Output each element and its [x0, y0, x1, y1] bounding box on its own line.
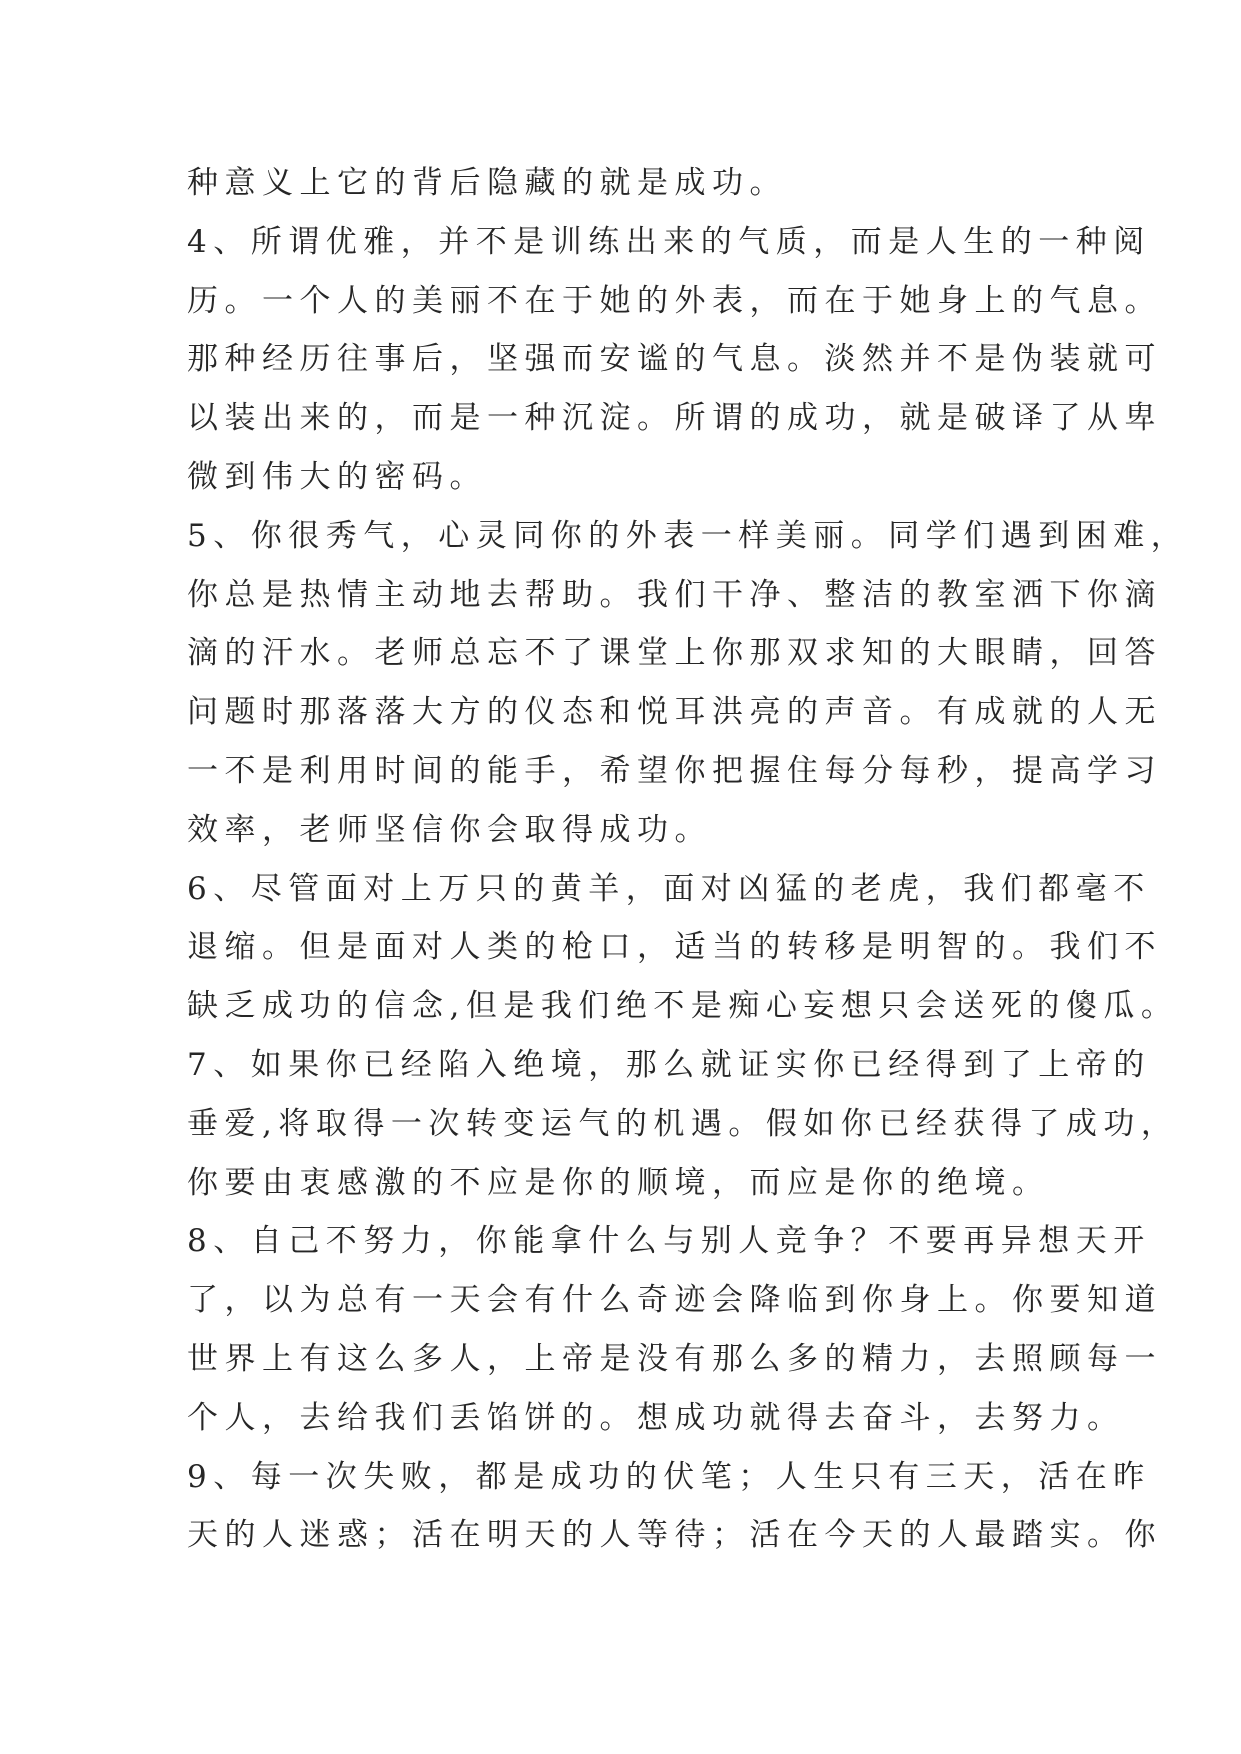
- text-line: 9、每一次失败，都是成功的伏笔；人生只有三天，活在昨: [187, 1458, 1151, 1495]
- text-line: 以装出来的，而是一种沉淀。所谓的成功，就是破译了从卑: [187, 400, 1162, 437]
- text-line: 5、你很秀气，心灵同你的外表一样美丽。同学们遇到困难，: [187, 517, 1189, 554]
- text-line: 微到伟大的密码。: [187, 458, 487, 495]
- text-line: 你总是热情主动地去帮助。我们干净、整洁的教室洒下你滴: [187, 576, 1162, 613]
- text-line: 天的人迷惑；活在明天的人等待；活在今天的人最踏实。你: [187, 1517, 1162, 1554]
- text-line: 退缩。但是面对人类的枪口，适当的转移是明智的。我们不: [187, 929, 1162, 966]
- text-line: 个人，去给我们丢馅饼的。想成功就得去奋斗，去努力。: [187, 1399, 1125, 1436]
- text-line: 效率，老师坚信你会取得成功。: [187, 811, 712, 848]
- body-text: [187, 154, 1189, 1565]
- text-line: 一不是利用时间的能手，希望你把握住每分每秒，提高学习: [187, 752, 1162, 789]
- text-line: 世界上有这么多人，上帝是没有那么多的精力，去照顾每一: [187, 1340, 1162, 1377]
- text-line: 种意义上它的背后隐藏的就是成功。: [187, 165, 787, 201]
- text-line: 垂爱,将取得一次转变运气的机遇。假如你已经获得了成功，: [187, 1105, 1179, 1142]
- text-line: 8、自己不努力，你能拿什么与别人竞争？不要再异想天开: [187, 1223, 1151, 1260]
- text-line: 4、所谓优雅，并不是训练出来的气质，而是人生的一种阅: [187, 223, 1151, 260]
- text-line: 6、尽管面对上万只的黄羊，面对凶猛的老虎，我们都毫不: [187, 870, 1151, 907]
- text-line: 了，以为总有一天会有什么奇迹会降临到你身上。你要知道: [187, 1282, 1162, 1319]
- text-line: 你要由衷感激的不应是你的顺境，而应是你的绝境。: [187, 1164, 1050, 1201]
- text-line: 滴的汗水。老师总忘不了课堂上你那双求知的大眼睛，回答: [187, 635, 1162, 672]
- text-line: 缺乏成功的信念,但是我们绝不是痴心妄想只会送死的傻瓜。: [187, 988, 1179, 1025]
- text-line: 那种经历往事后，坚强而安谧的气息。淡然并不是伪装就可: [187, 341, 1162, 378]
- text-line: 问题时那落落大方的仪态和悦耳洪亮的声音。有成就的人无: [187, 694, 1162, 731]
- text-line: 历。一个人的美丽不在于她的外表，而在于她身上的气息。: [187, 282, 1162, 319]
- text-line: 7、如果你已经陷入绝境，那么就证实你已经得到了上帝的: [187, 1046, 1151, 1083]
